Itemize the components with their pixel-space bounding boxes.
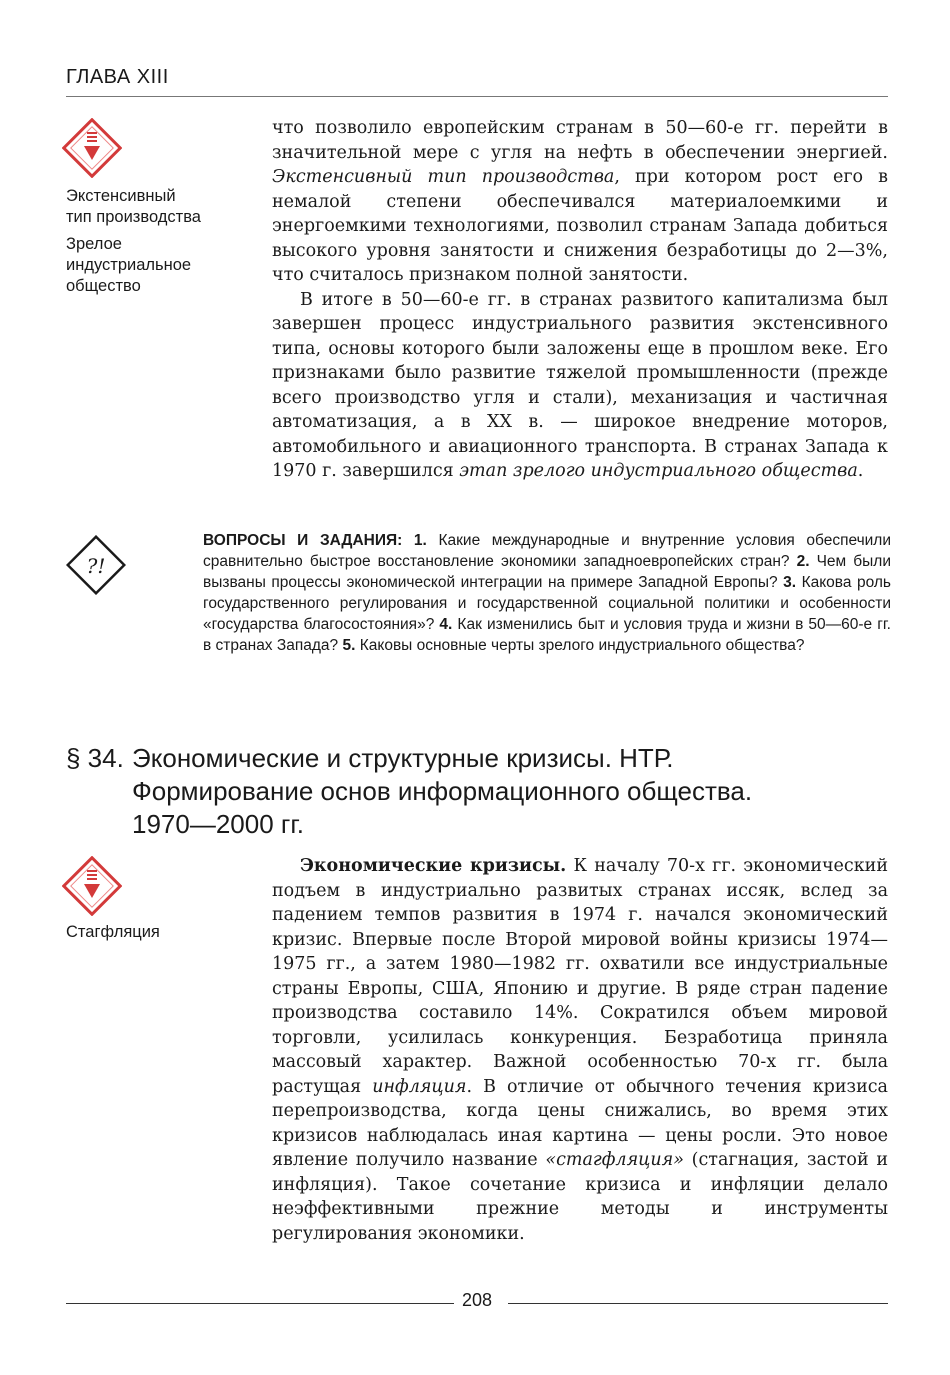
text-run: .	[857, 461, 864, 481]
question-number: 5.	[342, 637, 356, 654]
header-divider	[66, 96, 888, 97]
svg-text:?!: ?!	[86, 554, 106, 578]
key-term-icon	[62, 118, 122, 178]
question-number: 1.	[413, 532, 427, 549]
question-number: 3.	[783, 574, 797, 591]
footer-divider-left	[66, 1303, 454, 1304]
margin-term: общество	[66, 277, 141, 295]
text-run: . В отличие от обычного течения кризиса перепроизводства, когда цены снижались, во время этих кризисов наблюдалась иная картина — цены росли. Это новое явление получило название	[272, 1076, 888, 1170]
paragraph	[272, 854, 888, 1246]
margin-term: Стагфляция	[66, 923, 160, 941]
section-title-line: Экономические и структурные кризисы. НТР.	[132, 743, 674, 773]
text-run: К началу 70-х гг. экономический подъем в индустриально развитых странах иссяк, вслед за падением темпов развития в 1974 г. начался экономический кризис. Впервые после Второй мировой войны кризисы 1974—1975 гг., а затем 1980—1982 гг. охватили все индустриальные страны Европы, США, Японию и другие. В ряде стран падение производства составило 14%. Сократился объем мировой торговли, усилилась конкуренция. Безработица приняла массовый характер. Важной особенностью 70-х гг. была растущая	[272, 856, 888, 1097]
margin-term: Зрелое	[66, 235, 122, 253]
chapter-title: ГЛАВА XIII	[66, 66, 169, 88]
question-text: Каковы основные черты зрелого индустриального общества?	[355, 637, 805, 654]
question-text: Какие международные и внутренние условия обеспечили сравнительно быстрое восстановление экономики западноевропейских стран?	[203, 532, 892, 570]
key-term-icon	[62, 856, 122, 916]
question-number: 4.	[439, 616, 453, 633]
italic-term: инфляция	[372, 1076, 467, 1097]
section-title	[66, 742, 886, 841]
text-run: (стагнация, застой и инфляция). Такое сочетание кризиса и инфляции делало неэффективными прежние методы и инструменты регулирования экономики.	[272, 1150, 888, 1244]
question-text: Чем были вызваны процессы экономической интеграции на примере Западной Европы?	[203, 553, 891, 591]
question-text: Как изменились быт и условия труда и жизни в 50—60-е гг. в странах Запада?	[203, 616, 891, 654]
paragraph	[272, 288, 888, 484]
margin-term: индустриальное	[66, 256, 192, 274]
questions-label: ВОПРОСЫ И ЗАДАНИЯ:	[203, 532, 403, 549]
paragraph	[272, 116, 888, 288]
footer-divider-right	[508, 1303, 888, 1304]
section-title-line: 1970—2000 гг.	[132, 809, 304, 839]
questions-icon	[66, 535, 126, 595]
italic-term: этап зрелого индустриального общества	[459, 461, 858, 481]
questions-block	[203, 530, 891, 656]
text-block-1	[272, 116, 888, 484]
question-number: 2.	[796, 553, 810, 570]
text-block-2	[272, 854, 888, 1246]
italic-term: Экстенсивный тип производства	[272, 167, 615, 187]
page-number: 208	[462, 1290, 493, 1310]
question-text: Какова роль государственного регулирования и государственной социальной политики и особенности «государства благосостояния»?	[203, 574, 891, 633]
margin-term: Экстенсивный	[66, 187, 176, 205]
margin-note-bottom	[66, 922, 246, 943]
margin-term: тип производства	[66, 208, 201, 226]
section-number: § 34.	[66, 743, 124, 773]
italic-term: «стагфляция»	[545, 1150, 684, 1170]
paragraph-heading: Экономические кризисы.	[300, 856, 567, 876]
margin-note-top	[66, 186, 246, 297]
text-run: , при котором рост его в немалой степени обеспечивался материалоемкими и энергоемкими технологиями, позволил странам Запада добиться высокого уровня занятости и снижения безработицы до 2—3%, что считалось признаком полной занятости.	[272, 167, 888, 285]
text-run: В итоге в 50—60-е гг. в странах развитого капитализма был завершен процесс индустриального развития экстенсивного типа, основы которого были заложены еще в прошлом веке. Его признаками было развитие тяжелой промышленности (прежде всего производство угля и стали), механизация и частичная автоматизация, а в XX в. — широкое внедрение моторов, автомобильного и авиационного транспорта. В странах Запада к 1970 г. завершился	[272, 289, 888, 481]
section-title-line: Формирование основ информационного общества.	[132, 776, 753, 806]
text-run: что позволило европейским странам в 50—60-е гг. перейти в значительной мере с угля на нефть в обеспечении энергией.	[272, 118, 888, 163]
